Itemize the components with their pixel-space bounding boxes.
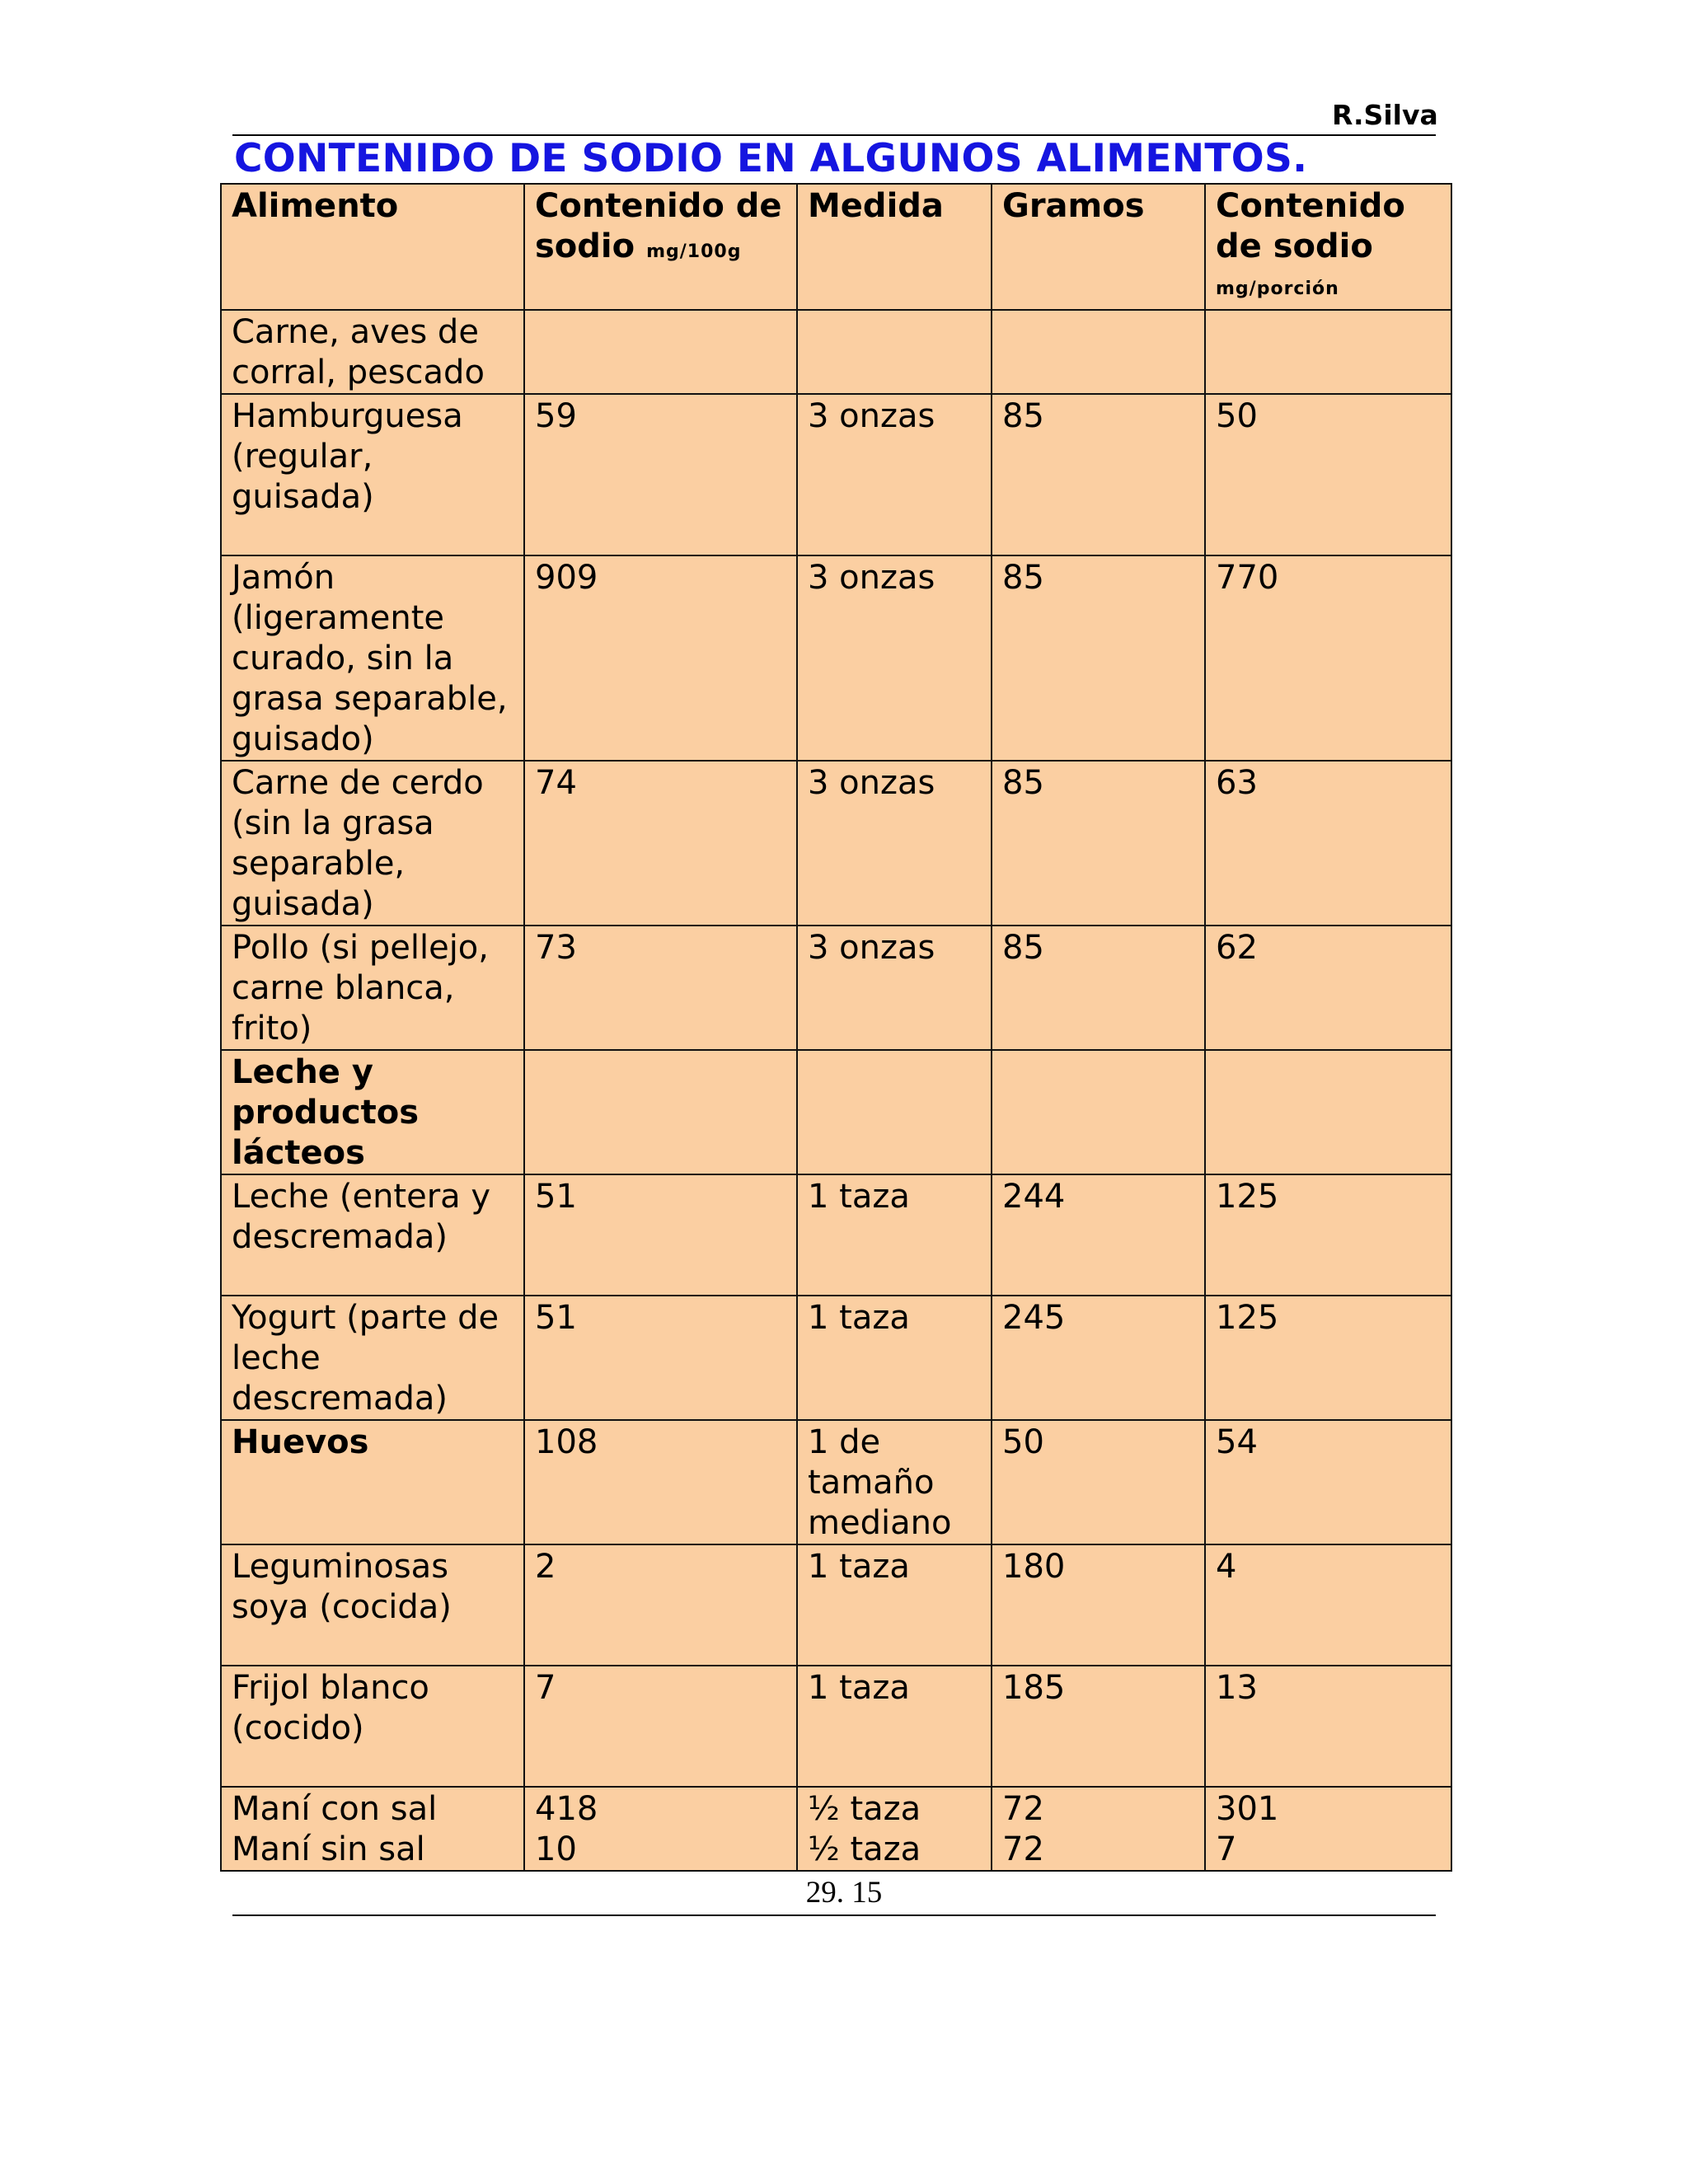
cell-mgporcion: 63 xyxy=(1205,761,1451,926)
cell-mg100: 74 xyxy=(524,761,797,926)
table-row xyxy=(221,761,1451,926)
mani-con-sal-label: Maní con sal xyxy=(232,1790,438,1828)
cell-mgporcion: 62 xyxy=(1205,926,1451,1050)
cell-mgporcion: 125 xyxy=(1205,1174,1451,1296)
page-number: 29. 15 xyxy=(805,1876,883,1910)
cell-alimento: Huevos xyxy=(221,1420,524,1544)
cell-alimento: Hamburguesa (regular, guisada) xyxy=(221,394,524,555)
footer-rule xyxy=(232,1915,1436,1916)
cell-gramos: 244 xyxy=(992,1174,1205,1296)
value-con-sal: 301 xyxy=(1216,1790,1279,1828)
table-row xyxy=(221,1296,1451,1420)
value-con-sal: 72 xyxy=(1002,1790,1044,1828)
cell-medida: 3 onzas xyxy=(797,555,992,761)
header-contenido-100g: Contenido de sodio mg/100g xyxy=(524,184,797,310)
value-sin-sal: ½ taza xyxy=(808,1830,921,1868)
table-row xyxy=(221,1420,1451,1544)
cell-medida xyxy=(797,1050,992,1174)
cell-alimento: Frijol blanco (cocido) xyxy=(221,1666,524,1787)
table-row xyxy=(221,555,1451,761)
value-con-sal: ½ taza xyxy=(808,1790,921,1828)
cell-alimento: Carne de cerdo (sin la grasa separable, guisada) xyxy=(221,761,524,926)
cell-medida xyxy=(797,1787,992,1871)
cell-gramos: 185 xyxy=(992,1666,1205,1787)
cell-mg100: 73 xyxy=(524,926,797,1050)
cell-medida: 1 taza xyxy=(797,1296,992,1420)
cell-gramos xyxy=(992,1050,1205,1174)
header-unit-porcion: mg/porción xyxy=(1216,279,1339,299)
cell-medida: 1 de tamaño mediano xyxy=(797,1420,992,1544)
header-unit-100g: mg/100g xyxy=(646,241,742,262)
cell-mg100: 51 xyxy=(524,1174,797,1296)
cell-gramos: 50 xyxy=(992,1420,1205,1544)
mani-sin-sal-label: Maní sin sal xyxy=(232,1830,425,1868)
header-medida: Medida xyxy=(797,184,992,310)
cell-medida: 1 taza xyxy=(797,1174,992,1296)
cell-mg100 xyxy=(524,1050,797,1174)
cell-mg100: 51 xyxy=(524,1296,797,1420)
cell-mg100 xyxy=(524,310,797,394)
cell-medida: 1 taza xyxy=(797,1544,992,1666)
cell-mg100: 108 xyxy=(524,1420,797,1544)
cell-mg100: 59 xyxy=(524,394,797,555)
header-contenido-porcion: Contenido de sodio mg/porción xyxy=(1205,184,1451,310)
cell-medida xyxy=(797,310,992,394)
table-header-row xyxy=(221,184,1451,310)
cell-medida: 3 onzas xyxy=(797,761,992,926)
cell-gramos: 85 xyxy=(992,926,1205,1050)
cell-alimento: Jamón (ligeramente curado, sin la grasa separable, guisado) xyxy=(221,555,524,761)
cell-alimento xyxy=(221,1787,524,1871)
page-title: CONTENIDO DE SODIO EN ALGUNOS ALIMENTOS. xyxy=(234,136,1308,181)
cell-gramos: 180 xyxy=(992,1544,1205,1666)
cell-mgporcion: 4 xyxy=(1205,1544,1451,1666)
cell-medida: 3 onzas xyxy=(797,926,992,1050)
table-row xyxy=(221,1666,1451,1787)
value-sin-sal: 72 xyxy=(1002,1830,1044,1868)
author-name: R.Silva xyxy=(1332,99,1438,131)
cell-medida: 1 taza xyxy=(797,1666,992,1787)
table-row xyxy=(221,1174,1451,1296)
header-gramos: Gramos xyxy=(992,184,1205,310)
cell-mgporcion: 54 xyxy=(1205,1420,1451,1544)
cell-alimento: Pollo (si pellejo, carne blanca, frito) xyxy=(221,926,524,1050)
cell-mg100: 909 xyxy=(524,555,797,761)
value-sin-sal: 10 xyxy=(535,1830,577,1868)
cell-alimento: Leche (entera y descremada) xyxy=(221,1174,524,1296)
cell-mg100 xyxy=(524,1787,797,1871)
cell-gramos: 85 xyxy=(992,761,1205,926)
table-row xyxy=(221,1050,1451,1174)
cell-mgporcion xyxy=(1205,1787,1451,1871)
header-alimento: Alimento xyxy=(221,184,524,310)
sodium-table xyxy=(220,183,1452,1872)
cell-mgporcion: 125 xyxy=(1205,1296,1451,1420)
cell-mg100: 7 xyxy=(524,1666,797,1787)
cell-gramos: 85 xyxy=(992,555,1205,761)
cell-alimento: Yogurt (parte de leche descremada) xyxy=(221,1296,524,1420)
value-sin-sal: 7 xyxy=(1216,1830,1237,1868)
cell-gramos xyxy=(992,1787,1205,1871)
cell-mgporcion xyxy=(1205,1050,1451,1174)
cell-gramos: 85 xyxy=(992,394,1205,555)
cell-gramos xyxy=(992,310,1205,394)
cell-medida: 3 onzas xyxy=(797,394,992,555)
cell-alimento: Leguminosas soya (cocida) xyxy=(221,1544,524,1666)
table-row xyxy=(221,310,1451,394)
value-con-sal: 418 xyxy=(535,1790,598,1828)
cell-mg100: 2 xyxy=(524,1544,797,1666)
cell-mgporcion: 50 xyxy=(1205,394,1451,555)
table-row xyxy=(221,1544,1451,1666)
table-row xyxy=(221,1787,1451,1871)
cell-alimento: Carne, aves de corral, pescado xyxy=(221,310,524,394)
cell-mgporcion: 13 xyxy=(1205,1666,1451,1787)
table-row xyxy=(221,394,1451,555)
cell-mgporcion xyxy=(1205,310,1451,394)
cell-alimento: Leche y productos lácteos xyxy=(221,1050,524,1174)
table-row xyxy=(221,926,1451,1050)
cell-gramos: 245 xyxy=(992,1296,1205,1420)
cell-mgporcion: 770 xyxy=(1205,555,1451,761)
